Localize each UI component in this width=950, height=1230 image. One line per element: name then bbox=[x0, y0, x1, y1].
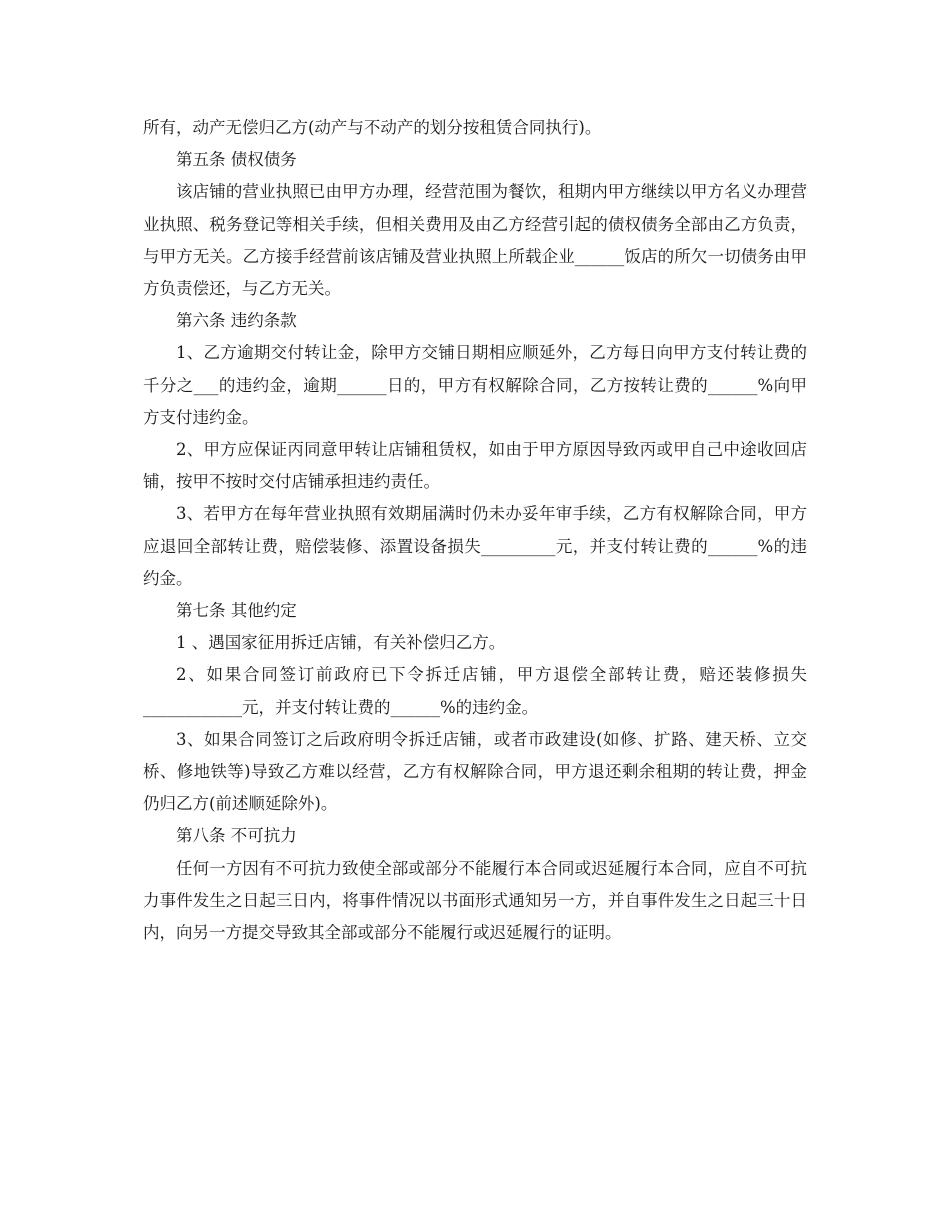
document-body bbox=[143, 112, 807, 949]
heading-article-5: 第五条 债权债务 bbox=[176, 150, 297, 170]
paragraph-article-6-clause-3: 3、若甲方在每年营业执照有效期届满时仍未办妥年审手续，乙方有权解除合同，甲方应退回全部转让费，赔偿装修、添置设备损失_________元，并支付转让费的______%的违约金。 bbox=[143, 504, 807, 588]
heading-article-8: 第八条 不可抗力 bbox=[176, 826, 297, 846]
heading-article-6: 第六条 违约条款 bbox=[176, 311, 297, 331]
paragraph-article-7-clause-3: 3、如果合同签订之后政府明令拆迁店铺，或者市政建设(如修、扩路、建天桥、立交桥、修地铁等)导致乙方难以经营，乙方有权解除合同，甲方退还剩余租期的转让费，押金仍归乙方(前述顺延除外)。 bbox=[143, 729, 807, 814]
paragraph-article-5-body: 该店铺的营业执照已由甲方办理，经营范围为餐饮，租期内甲方继续以甲方名义办理营业执照、税务登记等相关手续，但相关费用及由乙方经营引起的债权债务全部由乙方负责，与甲方无关。乙方接手经营前该店铺及营业执照上所载企业______饭店的所欠一切债务由甲方负责偿还，与乙方无关。 bbox=[143, 182, 807, 299]
paragraph-article-7-clause-2: 2、如果合同签订前政府已下令拆迁店铺，甲方退偿全部转让费，赔还装修损失____________元，并支付转让费的______%的违约金。 bbox=[143, 665, 807, 717]
paragraph-movable-property: 所有，动产无偿归乙方(动产与不动产的划分按租赁合同执行)。 bbox=[143, 118, 602, 137]
paragraph-article-7-clause-1: 1 、遇国家征用拆迁店铺，有关补偿归乙方。 bbox=[176, 633, 506, 653]
paragraph-article-6-clause-1: 1、乙方逾期交付转让金，除甲方交铺日期相应顺延外，乙方每日向甲方支付转让费的千分之___的违约金，逾期______日的，甲方有权解除合同，乙方按转让费的______%向甲方支付违约金。 bbox=[143, 343, 807, 427]
paragraph-article-8-body: 任何一方因有不可抗力致使全部或部分不能履行本合同或迟延履行本合同，应自不可抗力事件发生之日起三日内，将事件情况以书面形式通知另一方，并自事件发生之日起三十日内，向另一方提交导致其全部或部分不能履行或迟延履行的证明。 bbox=[143, 858, 807, 943]
heading-article-7: 第七条 其他约定 bbox=[176, 601, 297, 621]
paragraph-article-6-clause-2: 2、甲方应保证丙同意甲转让店铺租赁权，如由于甲方原因导致丙或甲自己中途收回店铺，按甲不按时交付店铺承担违约责任。 bbox=[143, 440, 807, 492]
